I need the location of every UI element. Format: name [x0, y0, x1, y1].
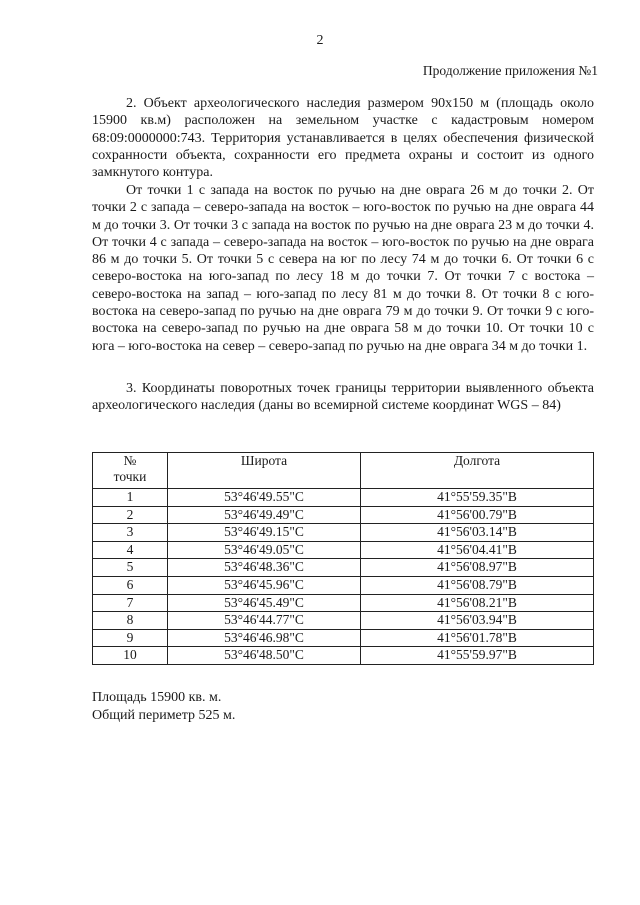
cell-longitude: 41°56'01.78"В — [361, 629, 594, 647]
cell-point-number: 9 — [93, 629, 168, 647]
cell-latitude: 53°46'49.05"С — [168, 541, 361, 559]
cell-point-number: 10 — [93, 647, 168, 665]
table-row — [93, 647, 594, 665]
appendix-label: Продолжение приложения №1 — [422, 63, 598, 78]
cell-longitude: 41°55'59.35"В — [361, 489, 594, 507]
cell-longitude: 41°56'08.21"В — [361, 594, 594, 612]
cell-latitude: 53°46'49.49"С — [168, 506, 361, 524]
cell-point-number: 2 — [93, 506, 168, 524]
cell-longitude: 41°56'03.94"В — [361, 612, 594, 630]
cell-point-number: 6 — [93, 576, 168, 594]
table-row — [93, 489, 594, 507]
cell-point-number: 1 — [93, 489, 168, 507]
table-header-row — [93, 453, 594, 489]
table-row — [93, 612, 594, 630]
object-description-paragraph: 2. Объект археологического наследия размером 90х150 м (площадь около 15900 кв.м) расположен на земельном участке с кадастровым номером 68:09:0000000:743. Территория устанавливается в целях обеспечения физической сохранности объекта, сохранности его предмета охраны и состоит из одного замкнутого контура. — [92, 96, 594, 181]
cell-point-number: 4 — [93, 541, 168, 559]
table-row — [93, 541, 594, 559]
cell-latitude: 53°46'46.98"С — [168, 629, 361, 647]
perimeter-text: Общий периметр 525 м. — [92, 707, 236, 723]
header-latitude: Широта — [168, 453, 361, 489]
table-row — [93, 506, 594, 524]
header-number-sign: № — [123, 453, 137, 468]
table-row — [93, 576, 594, 594]
cell-latitude: 53°46'48.50"С — [168, 647, 361, 665]
table-row — [93, 524, 594, 542]
cell-point-number: 8 — [93, 612, 168, 630]
summary — [92, 689, 235, 724]
cell-longitude: 41°56'00.79"В — [361, 506, 594, 524]
cell-point-number: 5 — [93, 559, 168, 577]
cell-point-number: 3 — [93, 524, 168, 542]
area-text: Площадь 15900 кв. м. — [92, 690, 222, 705]
table-row — [93, 559, 594, 577]
table-row — [93, 629, 594, 647]
cell-longitude: 41°55'59.97"В — [361, 647, 594, 665]
cell-latitude: 53°46'44.77"С — [168, 612, 361, 630]
cell-longitude: 41°56'08.79"В — [361, 576, 594, 594]
cell-point-number: 7 — [93, 594, 168, 612]
cell-longitude: 41°56'08.97"В — [361, 559, 594, 577]
cell-longitude: 41°56'04.41"В — [361, 541, 594, 559]
boundary-description-paragraph: От точки 1 с запада на восток по ручью на дне оврага 26 м до точки 2. От точки 2 с запада – северо-запада на восток – юго-восток по ручью на дне оврага 44 м до точки 3. От точки 3 с запада на восток по ручью на дне оврага 23 м до точки 4. От точки 4 с запада – северо-запада на восток – юго-восток по ручью на дне оврага 86 м до точки 5. От точки 5 с севера на юг по лесу 74 м до точки 6. От точки 6 с северо-востока на юго-запад по лесу 18 м до точки 7. От точки 7 с востока – северо-востока на запад – юго-запад по лесу 81 м до точки 8. От точки 8 с юго-востока на северо-запад по ручью на дне оврага 79 м до точки 9. От точки 9 с юго-востока на северо-запад по ручью на дне оврага 58 м до точки 10. От точки 10 с юга – юго-востока на север – северо-запад по ручью на дне оврага 34 м до точки 1. — [92, 183, 594, 354]
coordinates-table — [92, 452, 594, 665]
header-point-word: точки — [113, 469, 147, 484]
cell-latitude: 53°46'49.15"С — [168, 524, 361, 542]
cell-latitude: 53°46'49.55"С — [168, 489, 361, 507]
table-row — [93, 594, 594, 612]
header-point-number — [93, 453, 168, 489]
page-number: 2 — [316, 33, 324, 48]
cell-latitude: 53°46'45.96"С — [168, 576, 361, 594]
cell-latitude: 53°46'48.36"С — [168, 559, 361, 577]
header-longitude: Долгота — [361, 453, 594, 489]
coordinates-intro-paragraph: 3. Координаты поворотных точек границы территории выявленного объекта археологического наследия (даны во всемирной системе координат WGS – 84) — [92, 381, 594, 414]
cell-longitude: 41°56'03.14"В — [361, 524, 594, 542]
cell-latitude: 53°46'45.49"С — [168, 594, 361, 612]
